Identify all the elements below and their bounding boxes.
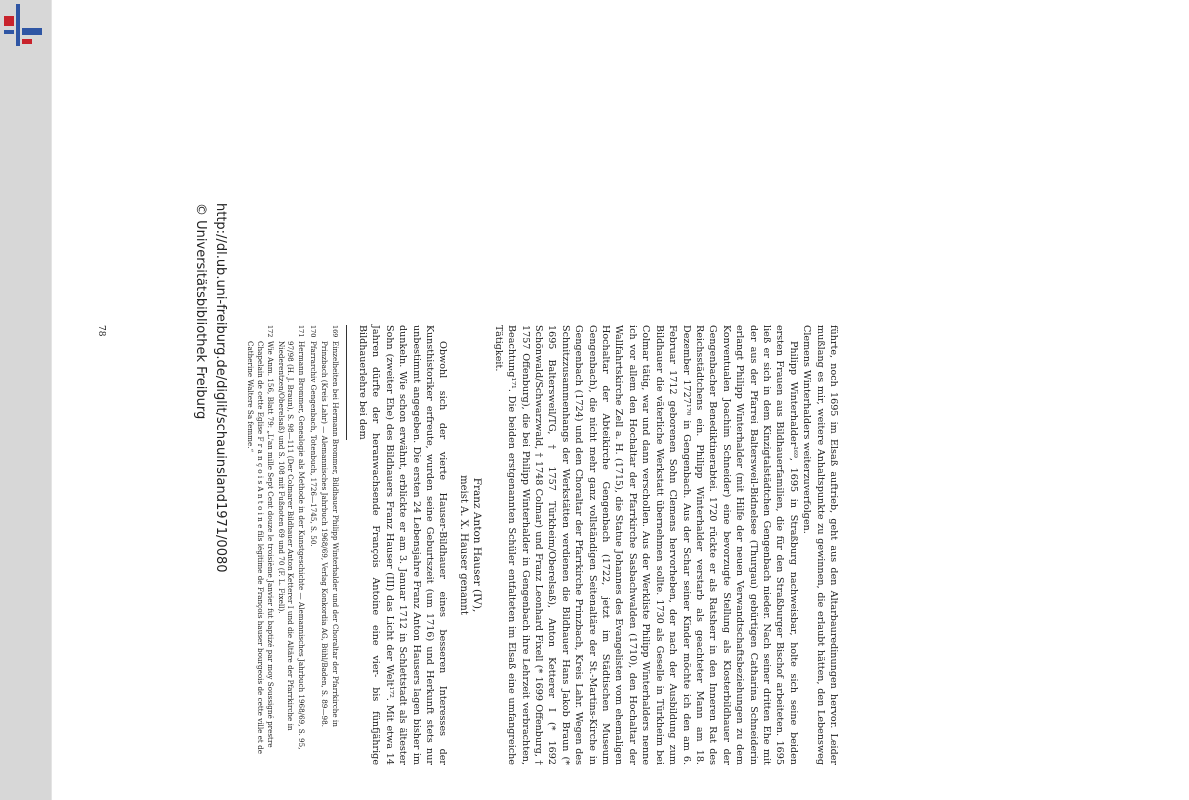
footnotes [246,325,340,765]
footnote-number: 171 [296,325,305,338]
footnote [246,325,275,765]
library-logo-icon[interactable] [2,2,44,48]
footnote-text: Einzelheiten bei Hermann Brommer, Bildhauer Philipp Winterhalder und der Choraltar der Pfarrkirche in Prinzbach (Kreis Lahr) — Alemannisches Jahrbuch 1968/69, Verlag Konkordia AG, Bühl/Baden, S. 89—98. [320,341,340,727]
section-heading-title: Franz Anton Hauser (IV), [471,477,484,613]
footnote [308,325,318,765]
source-url-link[interactable]: http://dl.ub.uni-freiburg.de/diglit/schauinsland1971/0080 [213,203,228,573]
body-paragraph: führte, noch 1695 im Elsaß auftrieb, geht aus den Altarbauredinungen hervor. Leider mußlang es mir, weitere Anhaltspunkte zu gewinnen, die erlaubt hätten, den Lebensweg Clemens Winterhalders weiterzuverfolgen. [801,325,839,765]
copyright-notice: © Universitätsbibliothek Freiburg [193,203,208,420]
scanned-page [96,325,840,765]
footnote-number: 169 [330,325,339,338]
footnote-text: Wie Anm. 156, Blatt 79: „L'an mille Sept Cent douze le troisième Janvier fut baptizé par moy Soussigné prestre Chapelain de cette Eglise F r a n ç o i s A n t o i n e fils légitime de François hauser bourgeois de cette ville et de Catherine Waltere Sa femme.“ [246,341,275,754]
footnote-text: Hermann Brommer, Genealogie als Methode in der Kunstgeschichte — Alemannisches Jahrbuch 1968/69, S. 95, 97/98 (H. J. Braun), S. 98—111 (Der Colmarer Bildhauer Anton Ketterer I und die Altäre der Pfarrkirche in Niederentzen/Oberelsaß) und S. 108 mit Fußnoten 69 und 70 (F. L. Fixell). [277,341,306,750]
footnote [320,325,340,765]
section-heading [457,325,483,765]
footnote-number: 172 [265,325,274,338]
page-number: 78 [96,325,107,337]
body-paragraph: Philipp Winterhalder¹⁶⁹, 1695 in Straßburg nachweisbar, holte sich seine beiden ersten Frauen aus Bildhauerfamilien, die für den Straßburger Bischof arbeiteten. 1695 ließ er sich in dem Kinzigtalstädtchen Gengenbach nieder. Nach seiner dritten Ehe mit der aus der Pfarrei Baltersweil-Bidnelsee (Thurgau) gebürtigen Catharina Schneiderin erlangt Philipp Winterhalder (mit Hilfe der neuen Verwandtschaftsbeziehungen zu dem Konventualen Joachim Schneider) eine bevorzugte Stellung als Klosterbildhauer der Gengenbacher Benediktinerabtei. 1720 rückte er als Ratsherr in den Inneren Rat des Reichsstädtchens ein. Philipp Winterhalder verstarb als geachteter Mann am 18. Dezember 1727¹⁷⁰ in Gengenbach. Aus der Schar seiner Kinder möchte ich den am 6. Februar 1712 geborenen Sohn Clemens hervorheben, der nach der Ausbildung zum Bildhauer die väterliche Werkstatt übernehmen sollte. 1730 als Geselle in Türkheim bei Colmar tätig, war und dann verschollen. Aus der Werkliste Philipp Winterhalders nenne ich vor allem den Hochaltar der Pfarrkirche Sasbachwalden (1710), den Hochaltar der Wallfahrtskirche Zell a. H. (1715), die Statue Johannes des Evangelisten vom ehemaligen Hochaltar der Abteikirche Gengenbach (1722, jetzt im Städtischen Museum Gengenbach), die nicht mehr ganz vollständigen Seitenaltäre der St.-Martins-Kirche in Gengenbach (1724) und den Choraltar der Pfarrkirche Prinzbach, Kreis Lahr. Wegen des Schnitzzusammenhangs der Werkstätten verdienen die Bildhauer Hans Jakob Braun (* 1695 Baltersweil/TG, † 1757 Türkheim/Oberelsaß), Anton Ketterer I (* 1692 Schönwald/Schwarzwald, † 1748 Colmar) und Franz Leonhard Fixell (* 1699 Offenburg, † 1757 Offenburg), die bei Philipp Winterhalder in Gengenbach ihre Lehrzeit verbrachten, Beachtung¹⁷¹. Die beiden erstgenannten Schüler entfalteten im Elsaß eine umfangreiche Tätigkeit. [492,325,799,765]
footnote-divider [346,325,347,440]
footnote-number: 170 [309,325,317,338]
body-paragraph: Obwohl sich der vierte Hauser-Bildhauer eines besseren Interesses der Kunsthistoriker erfreute, wurden seine Geburtszeit (um 1716) und Herkunft stets nur unbestimmt angegeben. Die ersten 24 Lebensjahre Franz Anton Hausers lagen bisher im dunkeln. Wie schon erwähnt, erblickte er am 3. Januar 1712 in Schlettstadt als ältester Sohn (zweiter Ehe) des Bildhauers Franz Hauser (III) das Licht der Welt¹⁷². Mit etwa 14 Jahren dürfte der heranwachsende François Antoine eine vier- bis fünfjährige Bildhauerlehre bei dem [357,325,449,765]
section-heading-subtitle: meist A. X. Hauser genannt [458,475,470,615]
sidebar-divider [51,0,52,800]
footnote-text: Pfarrarchiv Gengenbach, Totenbuch, 1726—1745, S. 50. [309,341,318,547]
footnote [277,325,306,765]
